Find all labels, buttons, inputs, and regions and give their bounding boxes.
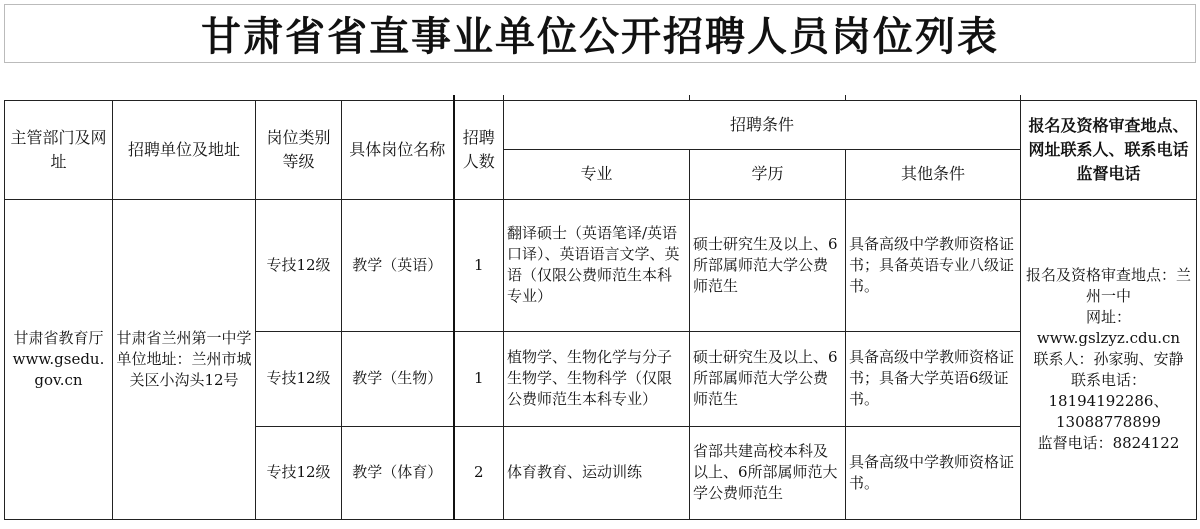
header-unit: 招聘单位及地址	[113, 100, 256, 199]
position-cell: 教学（体育）	[342, 426, 454, 519]
header-dept: 主管部门及网址	[5, 100, 113, 199]
grade-cell: 专技12级	[256, 426, 342, 519]
table-row	[5, 199, 1197, 331]
page	[4, 4, 1196, 525]
dept-cell: 甘肃省教育厅www.gsedu.gov.cn	[5, 199, 113, 519]
contact-site: 网址：www.gslzyz.cdu.cn	[1036, 307, 1181, 347]
header-contact: 报名及资格审查地点、网址联系人、联系电话监督电话	[1021, 100, 1197, 199]
education-cell: 硕士研究生及以上、6所部属师范大学公费师范生	[690, 199, 846, 331]
other-cell: 具备高级中学教师资格证书；具备大学英语6级证书。	[846, 331, 1021, 426]
page-title: 甘肃省省直事业单位公开招聘人员岗位列表	[4, 4, 1196, 63]
contact-cell	[1021, 199, 1197, 519]
positions-table	[4, 95, 1197, 520]
grade-cell: 专技12级	[256, 331, 342, 426]
contact-phone-1: 18194192286、	[1048, 391, 1169, 410]
count-cell: 1	[454, 331, 504, 426]
header-grade: 岗位类别等级	[256, 100, 342, 199]
position-cell: 教学（英语）	[342, 199, 454, 331]
other-cell: 具备高级中学教师资格证书。	[846, 426, 1021, 519]
position-cell: 教学（生物）	[342, 331, 454, 426]
header-count: 招聘人数	[454, 100, 504, 199]
contact-phone-label: 联系电话：	[1070, 370, 1146, 389]
contact-supervise: 监督电话：8824122	[1037, 433, 1180, 452]
unit-cell: 甘肃省兰州第一中学 单位地址：兰州市城关区小沟头12号	[113, 199, 256, 519]
major-cell: 翻译硕士（英语笔译/英语口译）、英语语言文学、英语（仅限公费师范生本科专业）	[504, 199, 690, 331]
header-position: 具体岗位名称	[342, 100, 454, 199]
header-education: 学历	[690, 149, 846, 199]
header-conditions: 招聘条件	[504, 100, 1021, 149]
header-other: 其他条件	[846, 149, 1021, 199]
other-cell: 具备高级中学教师资格证书；具备英语专业八级证书。	[846, 199, 1021, 331]
count-cell: 1	[454, 199, 504, 331]
header-row-1	[5, 100, 1197, 149]
contact-place: 报名及资格审查地点：兰州一中	[1025, 265, 1191, 305]
contact-phone-2: 13088778899	[1056, 412, 1161, 431]
education-cell: 硕士研究生及以上、6所部属师范大学公费师范生	[690, 331, 846, 426]
major-cell: 植物学、生物化学与分子生物学、生物科学（仅限公费师范生本科专业）	[504, 331, 690, 426]
count-cell: 2	[454, 426, 504, 519]
contact-person: 联系人：孙家驹、安静	[1033, 349, 1184, 368]
header-major: 专业	[504, 149, 690, 199]
education-cell: 省部共建高校本科及以上、6所部属师范大学公费师范生	[690, 426, 846, 519]
major-cell: 体育教育、运动训练	[504, 426, 690, 519]
grade-cell: 专技12级	[256, 199, 342, 331]
